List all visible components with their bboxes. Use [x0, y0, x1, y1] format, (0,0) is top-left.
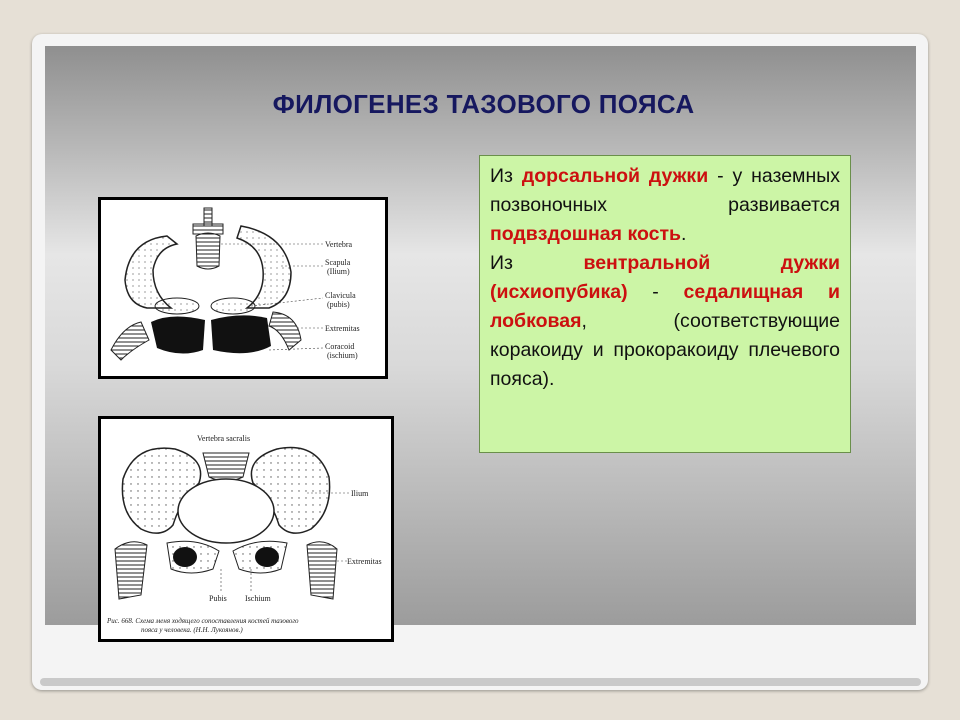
- figure-caption-line2: пояса у человека. (Н.Н. Лукоянов.): [141, 626, 243, 634]
- figure-caption-line1: Рис. 668. Схема меня ходящего сопоставления костей тазового: [107, 617, 299, 625]
- right-pubis-shape: [211, 298, 255, 314]
- left-ischium-shape: [151, 316, 205, 353]
- text-box: [479, 155, 851, 453]
- slide-title: ФИЛОГЕНЕЗ ТАЗОВОГО ПОЯСА: [272, 89, 695, 119]
- left-ischium-black: [173, 547, 197, 567]
- text-run: , (соответствующие коракоиду и прокоракоиду плечевого пояса).: [490, 310, 840, 390]
- text-run: Из: [490, 165, 522, 187]
- right-femur: [307, 542, 337, 599]
- label-scapula: Scapula: [325, 258, 351, 267]
- label-vertebra: Vertebra: [325, 240, 353, 249]
- pelvic-inlet: [178, 479, 274, 543]
- human-pelvis-drawing: [101, 419, 391, 639]
- text-run: .: [681, 223, 687, 245]
- text-run: Из: [490, 252, 584, 274]
- text-run: - у наземных позвоночных развивается: [490, 165, 840, 216]
- label-pubis: (pubis): [327, 300, 350, 309]
- figure-human-pelvis: [98, 416, 394, 642]
- highlight-ischium-pubis: седалищная и лобковая: [490, 281, 840, 332]
- right-extremitas-shape: [269, 312, 301, 350]
- left-pubis-shape: [155, 298, 199, 314]
- vertebra-shape: [193, 208, 223, 269]
- highlight-ilium: подвздошная кость: [490, 223, 681, 245]
- slide-bottom-bar: [40, 678, 921, 686]
- paragraph-ventral: [490, 249, 840, 394]
- label-ilium: (Ilium): [327, 267, 350, 276]
- text-run: -: [627, 281, 684, 303]
- left-extremitas-shape: [111, 322, 149, 360]
- label-ischium: (ischium): [327, 351, 358, 360]
- pelvis-scheme-drawing: [101, 200, 385, 376]
- left-ilium-shape: [125, 236, 177, 308]
- paragraph-dorsal: [490, 162, 840, 249]
- label-coracoid: Coracoid: [325, 342, 355, 351]
- right-ilium-shape: [237, 226, 291, 308]
- sacrum-shape: [203, 453, 249, 481]
- right-ischium-shape: [211, 315, 271, 353]
- label-pubis: Pubis: [209, 594, 227, 603]
- label-extremitas: Extremitas: [325, 324, 360, 333]
- right-ischium-black: [255, 547, 279, 567]
- left-femur: [115, 542, 147, 599]
- figure-pelvis-scheme: [98, 197, 388, 379]
- label-clavicula: Clavicula: [325, 291, 356, 300]
- highlight-ventral-arch: вентральной дужки (исхиопубика): [490, 252, 840, 303]
- label-ilium: Ilium: [351, 489, 369, 498]
- highlight-dorsal-arch: дорсальной дужки: [521, 165, 709, 187]
- label-vertebra-sacralis: Vertebra sacralis: [197, 434, 251, 443]
- label-ischium: Ischium: [245, 594, 271, 603]
- label-extremitas: Extremitas: [347, 557, 382, 566]
